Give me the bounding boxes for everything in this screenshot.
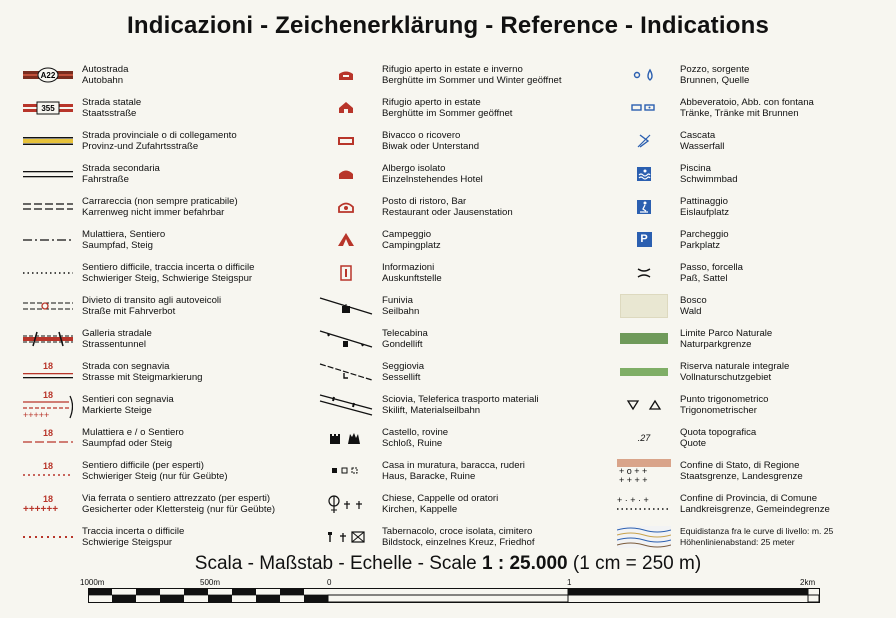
legend-label-de: Sessellift [382, 371, 421, 383]
trig-point-icon [624, 399, 664, 411]
forest-swatch [620, 294, 668, 318]
legend-item-parking [616, 223, 886, 256]
legend-item-motorway [20, 58, 320, 91]
scale-segment [568, 588, 808, 595]
province-border-symbol [617, 496, 671, 512]
ice-skating-icon [636, 199, 652, 215]
road-tunnel-symbol [23, 331, 73, 347]
legend-label-it: Strada con segnavia [82, 360, 170, 372]
cross-marks: +++++ [23, 409, 50, 420]
legend-label-it: Sentieri con segnavia [82, 393, 174, 405]
church-chapel-icon [326, 493, 366, 515]
legend-label-de: Vollnaturschutzgebiet [680, 371, 772, 383]
legend-item-camping [316, 223, 616, 256]
legend-label-it: Quota topografica [680, 426, 757, 438]
legend-label-de: Auskunftstelle [382, 272, 442, 284]
chairlift-icon [318, 360, 374, 384]
legend-item-spot-height [616, 421, 886, 454]
legend-label-it: Pattinaggio [680, 195, 729, 207]
legend-label-de: Kirchen, Kappelle [382, 503, 458, 515]
scale-equivalence: (1 cm = 250 m) [572, 553, 702, 574]
gondola-icon [318, 327, 374, 351]
scale-segment [112, 595, 136, 602]
state-road-symbol [23, 100, 73, 116]
legend-label-de: Schwieriger Steig, Schwierige Steigspur [82, 272, 253, 284]
legend-label-it: Bivacco o ricovero [382, 129, 461, 141]
mule-or-path-symbol [23, 428, 73, 448]
legend-label-de: Biwak oder Unterstand [382, 140, 480, 152]
legend-item-secondary-road [20, 157, 320, 190]
scale-segment [328, 595, 568, 602]
legend-label-de: Trigonometrischer [680, 404, 757, 416]
legend-label-it: Strada statale [82, 96, 142, 108]
scale-segment [184, 588, 208, 595]
legend-item-marked-paths [20, 388, 320, 421]
cross-marks: + · + · + [617, 495, 649, 505]
legend-label-it: Punto trigonometrico [680, 393, 769, 405]
legend-item-skating [616, 190, 886, 223]
legend-label-de: Berghütte im Sommer und Winter geöffnet [382, 74, 562, 86]
legend-item-hotel [316, 157, 616, 190]
svg-text:18: 18 [42, 493, 54, 504]
legend-item-house [316, 454, 616, 487]
scale-text: Scala - Maßstab - Echelle - Scale [194, 553, 477, 574]
legend-label-it: Abbeveratoio, Abb. con fontana [680, 96, 814, 108]
legend-item-no-transit [20, 289, 320, 322]
legend-item-refreshment [316, 190, 616, 223]
scale-segment [280, 588, 304, 595]
legend-item-castle [316, 421, 616, 454]
legend-label-it: Strada secondaria [82, 162, 160, 174]
legend-item-contours [616, 520, 886, 553]
legend-label-de: Paß, Sattel [680, 272, 728, 284]
legend-label-de: Seilbahn [382, 305, 420, 317]
legend-label-it: Limite Parco Naturale [680, 327, 773, 339]
trough-fountain-icon [629, 102, 659, 114]
legend-label-it: Rifugio aperto in estate [382, 96, 481, 108]
svg-text:18: 18 [42, 360, 54, 371]
legend-label-it: Seggiovia [382, 360, 425, 372]
difficult-path-symbol [23, 267, 73, 279]
legend-label-it: Autostrada [82, 63, 129, 75]
legend-label-de: Saumpfad oder Steig [82, 437, 173, 449]
legend-item-cart-track [20, 190, 320, 223]
legend-label-it: Posto di ristoro, Bar [382, 195, 467, 207]
bivouac-icon [336, 134, 356, 148]
legend-item-trough [616, 91, 886, 124]
legend-label-it: Mulattiera e / o Sentiero [82, 426, 184, 438]
legend-item-nature-reserve [616, 355, 886, 388]
legend-label-it: Tabernacolo, croce isolata, cimitero [382, 525, 533, 537]
legend-label-it: Mulattiera, Sentiero [82, 228, 166, 240]
legend-label-de: Berghütte im Sommer geöffnet [382, 107, 513, 119]
scale-tick-label-500m: 500m [200, 578, 221, 587]
legend-label-de: Brunnen, Quelle [680, 74, 750, 86]
hut-summer-icon [336, 101, 356, 115]
cable-car-icon [318, 294, 374, 318]
legend-label-de: Strassentunnel [82, 338, 146, 350]
legend-item-bivouac [316, 124, 616, 157]
legend-label-it: Confine di Stato, di Regione [680, 459, 800, 471]
scale-segment [208, 595, 232, 602]
legend-item-difficult-trail [20, 454, 320, 487]
via-ferrata-symbol [23, 494, 73, 514]
legend-label-de: Quote [680, 437, 707, 449]
scale-tick-label-1: 1 [567, 578, 572, 587]
legend-item-state-border [616, 454, 886, 487]
legend-label-it: Galleria stradale [82, 327, 152, 339]
scale-segment [136, 588, 160, 595]
legend-label-de: Eislaufplatz [680, 206, 730, 218]
legend-label-it: Carrareccia (non sempre praticabile) [82, 195, 238, 207]
scale-segment [304, 595, 328, 602]
swimming-pool-icon [636, 166, 652, 182]
legend-item-trig-point [616, 388, 886, 421]
legend-item-provincial-road [20, 124, 320, 157]
legend-label-it: Parcheggio [680, 228, 729, 240]
legend-item-mule-or-path [20, 421, 320, 454]
scale-segment [232, 588, 256, 595]
scale-ratio: 1 : 25.000 [482, 553, 568, 574]
marked-road-symbol [23, 361, 73, 383]
mountain-pass-icon [636, 267, 652, 279]
scale-segment [808, 595, 819, 602]
info-icon [338, 264, 354, 282]
legend-label-de: Provinz-und Zufahrtsstraße [82, 140, 199, 152]
legend-label-it: Equidistanza fra le curve di livello: m. 25 [680, 525, 834, 536]
legend-label-it: Traccia incerta o difficile [82, 525, 185, 537]
scale-segment [88, 588, 112, 595]
legend-item-hut-summer [316, 91, 616, 124]
legend-column-nature [616, 58, 886, 553]
legend-label-it: Sentiero difficile, traccia incerta o difficile [82, 261, 255, 273]
park-border-swatch [620, 333, 668, 344]
legend-label-it: Castello, rovine [382, 426, 449, 438]
cross-marks: ++++++ [23, 503, 59, 514]
nature-reserve-swatch [620, 368, 668, 376]
legend-title: Indicazioni - Zeichenerklärung - Reference - Indications [127, 12, 769, 39]
legend-item-pool [616, 157, 886, 190]
scale-tick-label-0: 0 [327, 578, 332, 587]
legend-label-de: Wald [680, 305, 702, 317]
skilift-icon [318, 393, 374, 417]
tent-icon [336, 232, 356, 248]
legend-label-de: Staatsgrenze, Landesgrenze [680, 470, 803, 482]
legend-item-information [316, 256, 616, 289]
legend-label-de: Naturparkgrenze [680, 338, 752, 350]
legend-label-de: Strasse mit Steigmarkierung [82, 371, 203, 383]
shrine-cross-cemetery-icon [324, 530, 368, 544]
hotel-icon [336, 167, 356, 181]
legend-label-it: Informazioni [382, 261, 435, 273]
difficult-trail-symbol [23, 461, 73, 481]
legend-item-hut-year-round [316, 58, 616, 91]
uncertain-track-symbol [23, 531, 73, 543]
legend-item-skilift [316, 388, 616, 421]
legend-label-de: Karrenweg nicht immer befahrbar [82, 206, 225, 218]
legend-label-it: Rifugio aperto in estate e inverno [382, 63, 523, 75]
legend-label-de: Gesicherter oder Klettersteig (nur für Geübte) [82, 503, 276, 515]
legend-item-difficult-path [20, 256, 320, 289]
legend-label-it: Sciovia, Teleferica trasporto materiali [382, 393, 539, 405]
house-hut-ruin-icon [328, 465, 364, 477]
secondary-road-symbol [23, 168, 73, 180]
legend-label-it: Campeggio [382, 228, 432, 240]
legend-item-well [616, 58, 886, 91]
legend-label-it: Funivia [382, 294, 413, 306]
legend-label-de: Autobahn [82, 74, 124, 86]
refreshment-icon [336, 200, 356, 214]
legend-label-de: Tränke, Tränke mit Brunnen [680, 107, 799, 119]
legend-item-via-ferrata [20, 487, 320, 520]
legend-label-de: Schwierige Steigspur [82, 536, 173, 548]
legend-label-de: Haus, Baracke, Ruine [382, 470, 476, 482]
scale-tick-label-1000m: 1000m [80, 578, 105, 587]
legend-item-waterfall [616, 124, 886, 157]
legend-label-de: Campingplatz [382, 239, 441, 251]
cross-marks: + o + + [619, 465, 648, 476]
legend-item-uncertain-track [20, 520, 320, 553]
parking-icon: P [637, 232, 652, 247]
legend-item-mule-track [20, 223, 320, 256]
legend-column-roads [20, 58, 320, 553]
scale-segment [160, 595, 184, 602]
legend-label-it: Casa in muratura, baracca, ruderi [382, 459, 525, 471]
legend-item-province-border [616, 487, 886, 520]
legend-label-it: Via ferrata o sentiero attrezzato (per esperti) [82, 492, 271, 504]
legend-label-de: Landkreisgrenze, Gemeindegrenze [680, 503, 830, 515]
legend-label-it: Passo, forcella [680, 261, 743, 273]
legend-item-road-tunnel [20, 322, 320, 355]
legend-label-de: Höhenlinienabstand: 25 meter [680, 536, 795, 547]
legend-label-it: Chiese, Cappelle od oratori [382, 492, 499, 504]
legend-label-it: Divieto di transito agli autoveicoli [82, 294, 222, 306]
legend-label-de: Straße mit Fahrverbot [82, 305, 176, 317]
legend-column-facilities [316, 58, 616, 553]
svg-text:18: 18 [42, 389, 54, 400]
contour-lines-symbol [617, 526, 671, 548]
legend-label-de: Wasserfall [680, 140, 725, 152]
legend-label-de: Markierte Steige [82, 404, 152, 416]
legend-label-de: Einzelnstehendes Hotel [382, 173, 483, 185]
legend-label-de: Bildstock, einzelnes Kreuz, Friedhof [382, 536, 535, 548]
legend-label-it: Piscina [680, 162, 711, 174]
legend-item-forest [616, 289, 886, 322]
scale-tick-label-2km: 2km [800, 578, 816, 587]
mule-track-symbol [23, 234, 73, 246]
legend-item-chairlift [316, 355, 616, 388]
legend-label-it: Pozzo, sorgente [680, 63, 750, 75]
scale-segment [256, 595, 280, 602]
legend-label-de: Fahrstraße [82, 173, 129, 185]
legend-label-de: Schwimmbad [680, 173, 738, 185]
legend-label-it: Strada provinciale o di collegamento [82, 129, 237, 141]
motorway-symbol [23, 67, 73, 83]
legend-label-de: Parkplatz [680, 239, 720, 251]
svg-text:18: 18 [42, 460, 54, 471]
legend-item-churches [316, 487, 616, 520]
marked-paths-symbol [23, 390, 73, 420]
spot-height-label: .27 [637, 432, 651, 443]
legend-label-de: Staatsstraße [82, 107, 137, 119]
hut-year-round-icon [336, 68, 356, 82]
legend-item-state-road [20, 91, 320, 124]
svg-text:A22: A22 [40, 70, 56, 80]
legend-label-it: Albergo isolato [382, 162, 446, 174]
cross-marks: + + + + [619, 474, 648, 483]
legend-label-it: Sentiero difficile (per esperti) [82, 459, 204, 471]
well-spring-icon [629, 68, 659, 82]
legend-item-shrine [316, 520, 616, 553]
legend-label-de: Schwieriger Steig (nur für Geübte) [82, 470, 228, 482]
scale-caption [0, 553, 896, 575]
legend-label-de: Restaurant oder Jausenstation [382, 206, 513, 218]
scale-bar [88, 588, 820, 604]
legend-label-it: Telecabina [382, 327, 428, 339]
provincial-road-symbol [23, 135, 73, 147]
legend-item-park-border [616, 322, 886, 355]
no-transit-symbol [23, 300, 73, 312]
legend-label-de: Saumpfad, Steig [82, 239, 153, 251]
legend-item-pass [616, 256, 886, 289]
svg-text:18: 18 [42, 427, 54, 438]
legend-item-gondola [316, 322, 616, 355]
state-border-symbol [617, 459, 671, 483]
legend-item-marked-road [20, 355, 320, 388]
legend-label-it: Riserva naturale integrale [680, 360, 790, 372]
svg-text:355: 355 [41, 103, 55, 113]
legend-label-it: Bosco [680, 294, 707, 306]
castle-ruin-icon [328, 430, 364, 446]
legend-label-de: Gondellift [382, 338, 423, 350]
cart-track-symbol [23, 201, 73, 213]
legend-item-cable-car [316, 289, 616, 322]
legend-label-it: Confine di Provincia, di Comune [680, 492, 818, 504]
legend-label-de: Schloß, Ruine [382, 437, 443, 449]
waterfall-icon [634, 133, 654, 149]
legend-label-it: Cascata [680, 129, 716, 141]
legend-label-de: Skilift, Materialseilbahn [382, 404, 481, 416]
